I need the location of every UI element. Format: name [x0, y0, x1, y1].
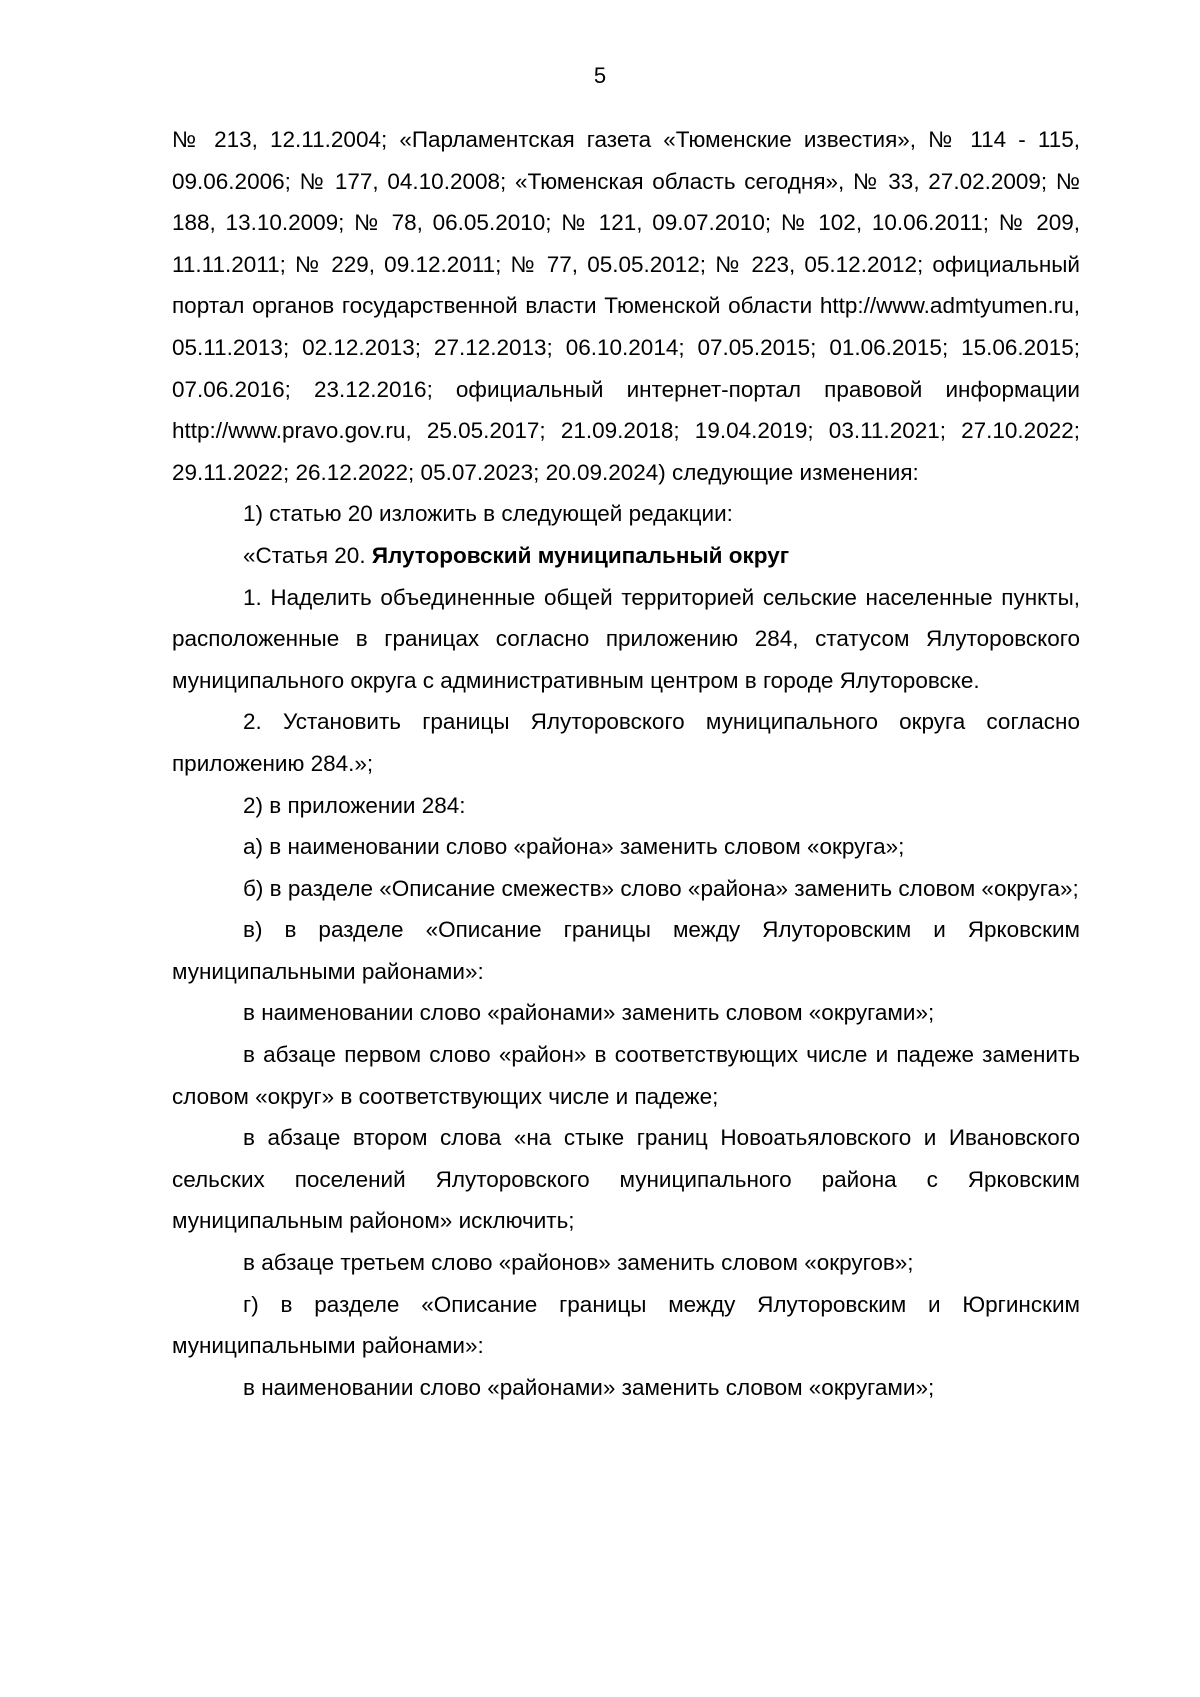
paragraph-article-heading: [172, 535, 1080, 577]
paragraph-item-1: 1) статью 20 изложить в следующей редакции:: [243, 501, 733, 527]
paragraph-subitem-v-abzac-1: в абзаце первом слово «район» в соответствующих числе и падеже заменить словом «округ» в соответствующих числе и падеже;: [172, 1042, 1080, 1109]
article-heading-title: Ялуторовский муниципальный округ: [371, 542, 790, 568]
paragraph-subitem-a: а) в наименовании слово «района» заменить словом «округа»;: [243, 834, 905, 860]
paragraph-item-2: 2) в приложении 284:: [243, 792, 466, 818]
paragraph-subitem-v-abzac-3: в абзаце третьем слово «районов» заменить словом «округов»;: [243, 1250, 914, 1276]
paragraph-subitem-v-title: в наименовании слово «районами» заменить словом «округами»;: [243, 1000, 935, 1026]
page-number: 5: [593, 63, 607, 88]
paragraph-subitem-v: в) в разделе «Описание границы между Ялуторовским и Ярковским муниципальными районами»:: [172, 917, 1080, 984]
paragraph-subitem-b: б) в разделе «Описание смежеств» слово «района» заменить словом «округа»;: [243, 875, 1079, 901]
paragraph-subitem-v-abzac-2: в абзаце втором слова «на стыке границ Новоатьяловского и Ивановского сельских поселений Ялуторовского муниципального района с Ярковским муниципальным районом» исключить;: [172, 1125, 1080, 1234]
paragraph-article-clause-2: 2. Установить границы Ялуторовского муниципального округа согласно приложению 284.»;: [172, 709, 1080, 776]
paragraph-subitem-g: г) в разделе «Описание границы между Ялуторовским и Юргинским муниципальными районами»:: [172, 1291, 1080, 1359]
document-body: [172, 119, 1080, 1408]
paragraph-subitem-g-title: в наименовании слово «районами» заменить словом «округами»;: [243, 1374, 935, 1400]
paragraph-article-clause-1: 1. Наделить объединенные общей территорией сельские населенные пункты, расположенные в границах согласно приложению 284, статусом Ялуторовского муниципального округа с административным центром в городе Ялуторовске.: [172, 584, 1080, 693]
paragraph-publication-list: № 213, 12.11.2004; «Парламентская газета «Тюменские известия», № 114 - 115, 09.06.2006; № 177, 04.10.2008; «Тюменская область сегодня», № 33, 27.02.2009; № 188, 13.10.2009; № 78, 06.05.2010; № 121, 09.07.2010; № 102, 10.06.2011; № 209, 11.11.2011; № 229, 09.12.2011; № 77, 05.05.2012; № 223, 05.12.2012; официальный портал органов государственной власти Тюменской области http://www.admtyumen.ru, 05.11.2013; 02.12.2013; 27.12.2013; 06.10.2014; 07.05.2015; 01.06.2015; 15.06.2015; 07.06.2016; 23.12.2016; официальный интернет-портал правовой информации http://www.pravo.gov.ru, 25.05.2017; 21.09.2018; 19.04.2019; 03.11.2021; 27.10.2022; 29.11.2022; 26.12.2022; 05.07.2023; 20.09.2024) следующие изменения:: [172, 127, 1080, 485]
article-heading-prefix: «Статья 20.: [243, 542, 372, 568]
